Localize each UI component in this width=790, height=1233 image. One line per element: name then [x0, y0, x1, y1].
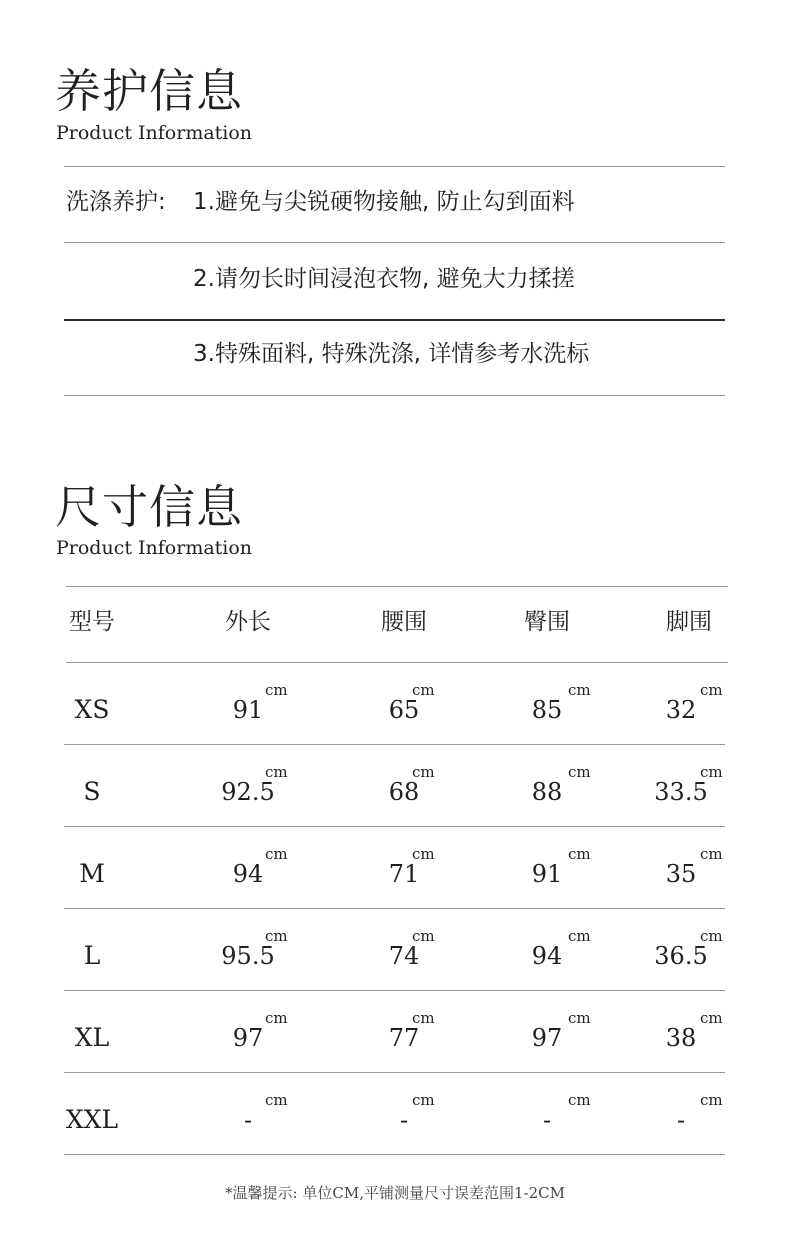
- size-label: XS: [74, 695, 110, 724]
- header-length: 外长: [225, 609, 271, 635]
- unit-label: cm: [568, 763, 591, 781]
- table-top-border: [66, 586, 728, 587]
- divider: [64, 319, 725, 321]
- measurement-value: 33.5: [654, 778, 708, 806]
- size-label: XXL: [65, 1105, 119, 1134]
- measurement-value: 35: [665, 860, 697, 888]
- care-item-1: 1.避免与尖锐硬物接触, 防止勾到面料: [193, 189, 575, 215]
- measurement-value: -: [243, 1106, 253, 1134]
- unit-label: cm: [265, 681, 288, 699]
- divider: [64, 242, 725, 243]
- size-label: M: [79, 859, 105, 888]
- size-label: S: [83, 777, 101, 806]
- measurement-value: 85: [531, 696, 563, 724]
- unit-label: cm: [568, 1009, 591, 1027]
- measurement-value: 71: [388, 860, 420, 888]
- unit-label: cm: [700, 1009, 723, 1027]
- care-subtitle: Product Information: [56, 122, 253, 144]
- unit-label: cm: [700, 927, 723, 945]
- measurement-value: -: [542, 1106, 552, 1134]
- unit-label: cm: [568, 845, 591, 863]
- unit-label: cm: [568, 1091, 591, 1109]
- unit-label: cm: [568, 681, 591, 699]
- divider: [64, 395, 725, 396]
- measurement-value: -: [399, 1106, 409, 1134]
- table-header-divider: [66, 662, 728, 663]
- footnote: *温馨提示: 单位CM,平铺测量尺寸误差范围1-2CM: [225, 1184, 565, 1202]
- size-label: L: [83, 941, 101, 970]
- header-waist: 腰围: [381, 609, 427, 635]
- unit-label: cm: [700, 763, 723, 781]
- unit-label: cm: [412, 1009, 435, 1027]
- measurement-value: 94: [531, 942, 563, 970]
- unit-label: cm: [265, 1091, 288, 1109]
- measurement-value: 88: [531, 778, 563, 806]
- unit-label: cm: [700, 1091, 723, 1109]
- unit-label: cm: [265, 927, 288, 945]
- measurement-value: 77: [388, 1024, 420, 1052]
- measurement-value: 68: [388, 778, 420, 806]
- measurement-value: 95.5: [221, 942, 275, 970]
- row-divider: [64, 908, 725, 909]
- unit-label: cm: [412, 845, 435, 863]
- measurement-value: 38: [665, 1024, 697, 1052]
- care-title: 养护信息: [55, 64, 243, 118]
- unit-label: cm: [412, 927, 435, 945]
- measurement-value: 65: [388, 696, 420, 724]
- divider: [64, 166, 725, 167]
- header-hem: 脚围: [666, 609, 712, 635]
- care-label: 洗涤养护:: [66, 189, 166, 215]
- row-divider: [64, 1072, 725, 1073]
- measurement-value: -: [676, 1106, 686, 1134]
- unit-label: cm: [568, 927, 591, 945]
- row-divider: [64, 744, 725, 745]
- measurement-value: 97: [232, 1024, 264, 1052]
- measurement-value: 32: [665, 696, 697, 724]
- unit-label: cm: [412, 1091, 435, 1109]
- header-size: 型号: [69, 609, 115, 635]
- row-divider: [64, 826, 725, 827]
- row-divider: [64, 1154, 725, 1155]
- measurement-value: 94: [232, 860, 264, 888]
- care-item-2: 2.请勿长时间浸泡衣物, 避免大力揉搓: [193, 266, 575, 292]
- unit-label: cm: [265, 1009, 288, 1027]
- care-item-3: 3.特殊面料, 特殊洗涤, 详情参考水洗标: [193, 341, 590, 367]
- unit-label: cm: [412, 763, 435, 781]
- unit-label: cm: [265, 763, 288, 781]
- measurement-value: 91: [232, 696, 264, 724]
- measurement-value: 36.5: [654, 942, 708, 970]
- size-subtitle: Product Information: [56, 537, 253, 559]
- unit-label: cm: [265, 845, 288, 863]
- measurement-value: 74: [388, 942, 420, 970]
- header-hip: 臀围: [524, 609, 570, 635]
- size-label: XL: [74, 1023, 110, 1052]
- measurement-value: 97: [531, 1024, 563, 1052]
- measurement-value: 92.5: [221, 778, 275, 806]
- unit-label: cm: [700, 681, 723, 699]
- unit-label: cm: [700, 845, 723, 863]
- measurement-value: 91: [531, 860, 563, 888]
- size-title: 尺寸信息: [55, 480, 243, 534]
- row-divider: [64, 990, 725, 991]
- unit-label: cm: [412, 681, 435, 699]
